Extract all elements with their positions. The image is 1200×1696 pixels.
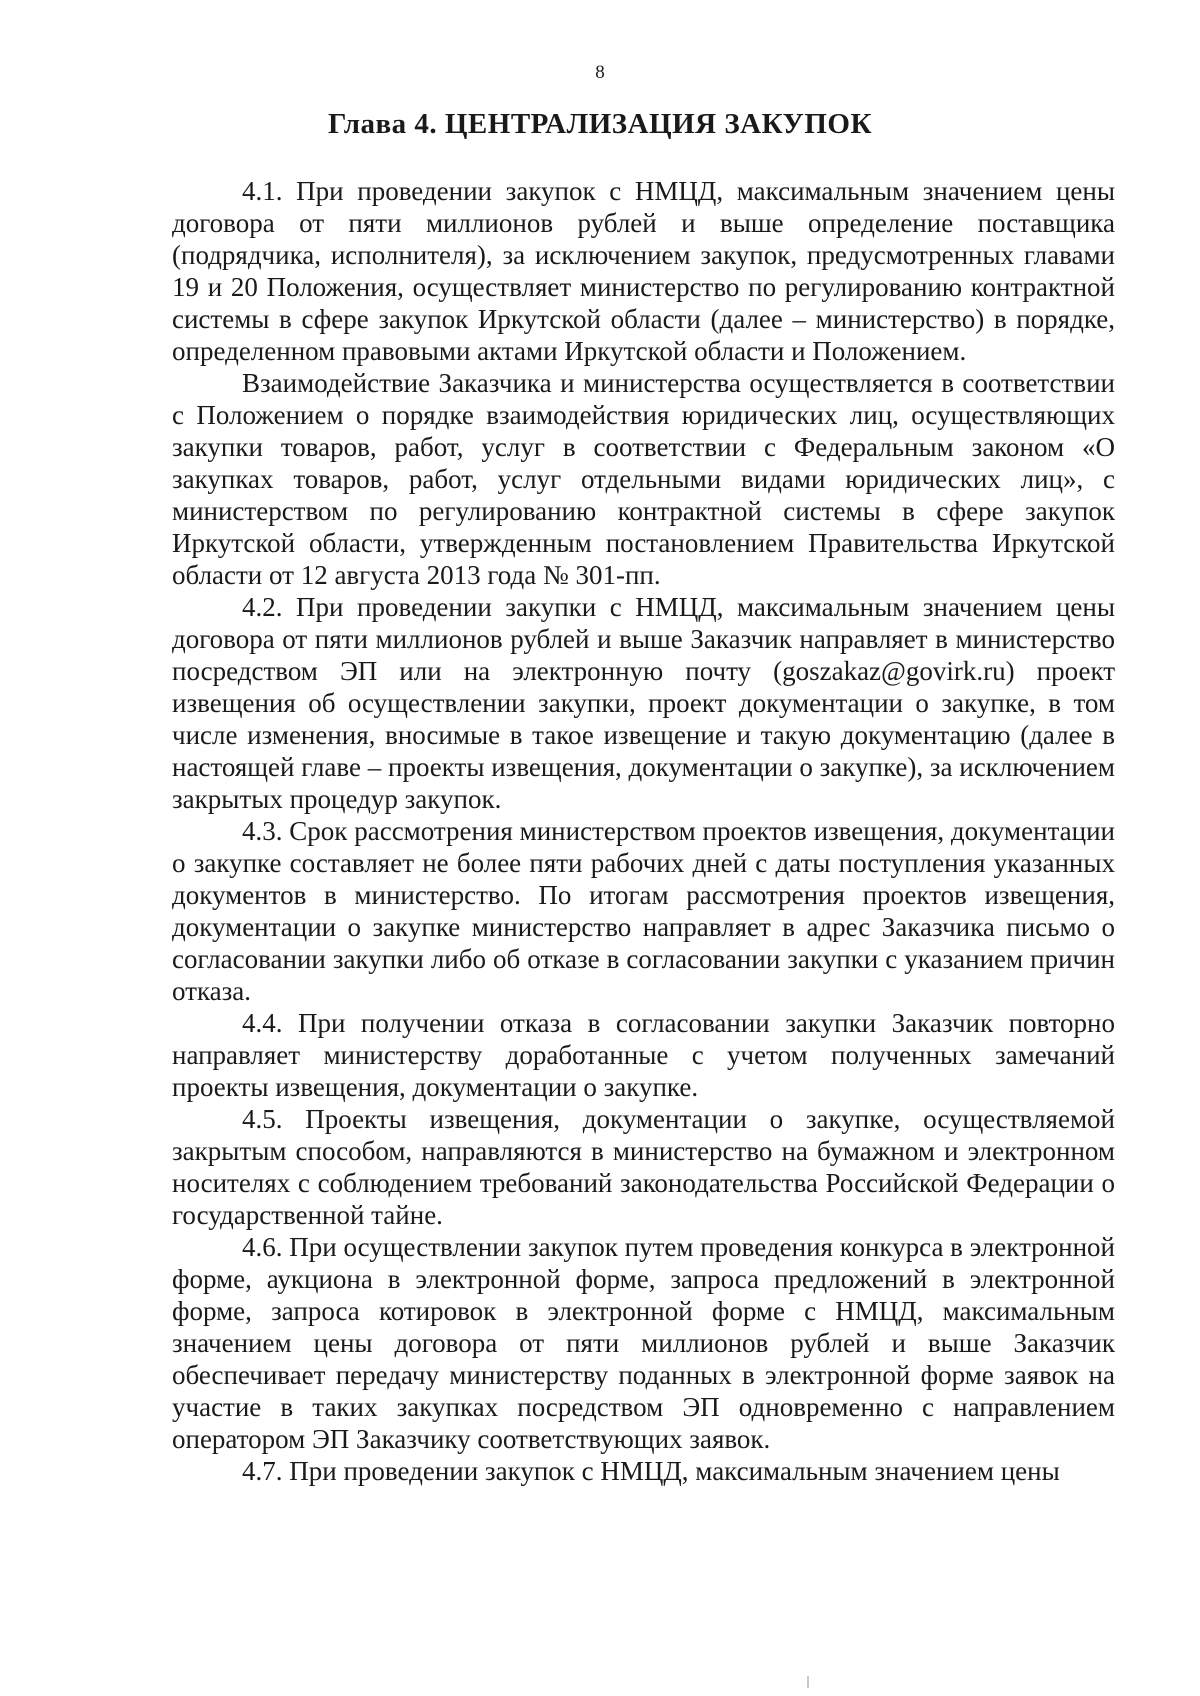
paragraph-interaction: Взаимодействие Заказчика и министерства осуществляется в соответствии с Положением о порядке взаимодействия юридических лиц, осуществляющих закупки товаров, работ, услуг в соответствии с Федеральным законом «О закупках товаров, работ, услуг отдельными видами юридических лиц», с министерством по регулированию контрактной системы в сфере закупок Иркутской области, утвержденным постановлением Правительства Иркутской области от 12 августа 2013 года № 301-пп. [172, 368, 1115, 590]
chapter-title: Глава 4. ЦЕНТРАЛИЗАЦИЯ ЗАКУПОК [328, 108, 872, 140]
paragraph-4-2: 4.2. При проведении закупки с НМЦД, максимальным значением цены договора от пяти миллионов рублей и выше Заказчик направляет в министерство посредством ЭП или на электронную почту (goszakaz@govirk.ru) проект извещения об осуществлении закупки, проект документации о закупке, в том числе изменения, вносимые в такое извещение и такую документацию (далее в настоящей главе – проекты извещения, документации о закупке), за исключением закрытых процедур закупок. [172, 592, 1115, 814]
paragraph-4-4: 4.4. При получении отказа в согласовании закупки Заказчик повторно направляет министерству доработанные с учетом полученных замечаний проекты извещения, документации о закупке. [172, 1008, 1115, 1102]
paragraph-4-6: 4.6. При осуществлении закупок путем проведения конкурса в электронной форме, аукциона в электронной форме, запроса предложений в электронной форме, запроса котировок в электронной форме с НМЦД, максимальным значением цены договора от пяти миллионов рублей и выше Заказчик обеспечивает передачу министерству поданных в электронной форме заявок на участие в таких закупках посредством ЭП одновременно с направлением оператором ЭП Заказчику соответствующих заявок. [172, 1232, 1115, 1454]
paragraph-4-5: 4.5. Проекты извещения, документации о закупке, осуществляемой закрытым способом, направляются в министерство на бумажном и электронном носителях с соблюдением требований законодательства Российской Федерации о государственной тайне. [172, 1104, 1115, 1230]
paragraph-4-7: 4.7. При проведении закупок с НМЦД, максимальным значением цены [242, 1456, 1060, 1486]
paragraph-4-1: 4.1. При проведении закупок с НМЦД, максимальным значением цены договора от пяти миллионов рублей и выше определение поставщика (подрядчика, исполнителя), за исключением закупок, предусмотренных главами 19 и 20 Положения, осуществляет министерство по регулированию контрактной системы в сфере закупок Иркутской области (далее – министерство) в порядке, определенном правовыми актами Иркутской области и Положением. [172, 176, 1115, 366]
document-body [172, 175, 1115, 1487]
page-number: 8 [595, 62, 605, 83]
scan-artifact-mark [807, 1676, 809, 1688]
paragraph-4-3: 4.3. Срок рассмотрения министерством проектов извещения, документации о закупке составляет не более пяти рабочих дней с даты поступления указанных документов в министерство. По итогам рассмотрения проектов извещения, документации о закупке министерство направляет в адрес Заказчика письмо о согласовании закупки либо об отказе в согласовании закупки с указанием причин отказа. [172, 816, 1115, 1006]
